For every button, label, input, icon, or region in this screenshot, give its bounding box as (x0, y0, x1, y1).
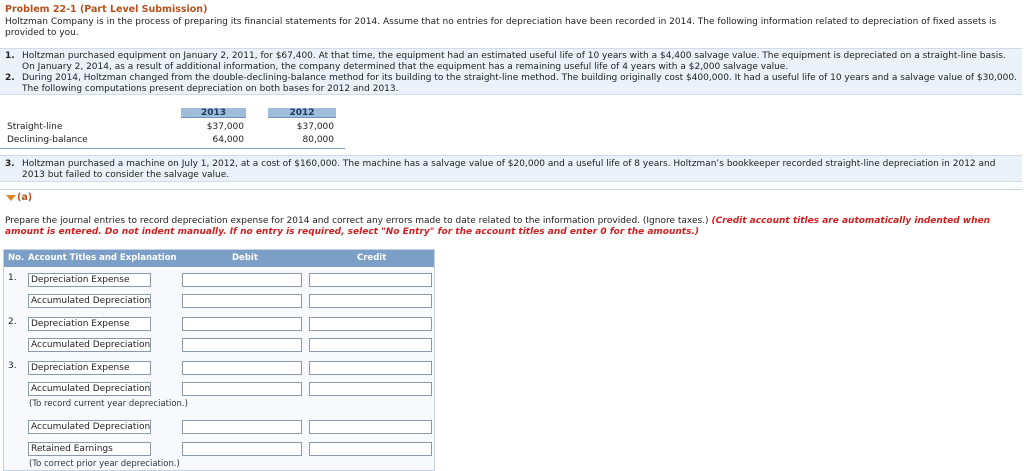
divider (0, 189, 1022, 190)
credit-input[interactable] (309, 382, 432, 396)
problem-title: Problem 22-1 (Part Level Submission) (5, 4, 208, 15)
account-select[interactable]: Retained Earnings (28, 442, 151, 456)
comp-col-2013: 2013 (181, 108, 246, 118)
credit-input[interactable] (309, 442, 432, 456)
item-number: 1. (5, 51, 15, 61)
item-text: During 2014, Holtzman changed from the double-declining-balance method for its building to the straight-line method. The building originally cost $400,000. It had a useful life of 10 years and a salvage value of $30,000. The following computations present depreciation on both bases for 2012 and 2013. (22, 73, 1017, 94)
journal-header (4, 250, 434, 267)
credit-input[interactable] (309, 338, 432, 352)
comp-col-2012: 2012 (268, 108, 336, 118)
account-select[interactable]: Depreciation Expense (28, 273, 151, 287)
instructions-warning: (Credit account titles are automatically indented when amount is entered. Do not indent manually. If no entry is required, select "No Entry" for the account titles and enter 0 for the amounts.) (5, 216, 991, 237)
account-select[interactable]: Depreciation Expense (28, 361, 151, 375)
account-select[interactable]: Accumulated Depreciation (28, 338, 151, 352)
debit-input[interactable] (182, 294, 302, 308)
account-select[interactable]: Accumulated Depreciation (28, 294, 151, 308)
debit-input[interactable] (182, 361, 302, 375)
account-select[interactable]: Accumulated Depreciation (28, 420, 151, 434)
account-select[interactable]: Accumulated Depreciation (28, 382, 151, 396)
credit-input[interactable] (309, 420, 432, 434)
account-select[interactable]: Depreciation Expense (28, 317, 151, 331)
instructions-text: Prepare the journal entries to record depreciation expense for 2014 and correct any errors made to date related to the information provided. (Ignore taxes.) (5, 216, 709, 226)
journal-table (3, 249, 435, 471)
credit-input[interactable] (309, 317, 432, 331)
credit-input[interactable] (309, 361, 432, 375)
col-account: Account Titles and Explanation (28, 253, 177, 263)
part-a-label[interactable]: (a) (17, 192, 33, 203)
item-number: 2. (5, 73, 15, 83)
entry-number: 1. (8, 273, 17, 283)
debit-input[interactable] (182, 317, 302, 331)
comp-cell: 80,000 (302, 135, 334, 145)
entry-explanation: (To correct prior year depreciation.) (29, 459, 180, 469)
debit-input[interactable] (182, 382, 302, 396)
comp-cell: 64,000 (212, 135, 244, 145)
col-no: No. (8, 253, 25, 263)
col-debit: Debit (232, 253, 258, 263)
item-number: 3. (5, 159, 15, 169)
comp-row-label: Declining-balance (7, 135, 88, 145)
divider (0, 148, 345, 149)
debit-input[interactable] (182, 420, 302, 434)
entry-number: 3. (8, 361, 17, 371)
debit-input[interactable] (182, 273, 302, 287)
col-credit: Credit (357, 253, 387, 263)
part-a-instructions (5, 216, 1010, 238)
problem-intro: Holtzman Company is in the process of preparing its financial statements for 2014. Assume that no entries for depreciation have been recorded in 2014. The following information related to depreciation of fixed assets is provided to you. (5, 17, 997, 38)
comp-cell: $37,000 (296, 122, 334, 132)
entry-number: 2. (8, 317, 17, 327)
debit-input[interactable] (182, 338, 302, 352)
item-text: Holtzman purchased equipment on January 2, 2011, for $67,400. At that time, the equipment had an estimated useful life of 10 years with a $4,400 salvage value. The equipment is depreciated on a straight-line basis. On January 2, 2014, as a result of additional information, the company determined that the equipment has a remaining useful life of 4 years with a $2,000 salvage value. (22, 51, 1006, 72)
entry-explanation: (To record current year depreciation.) (29, 399, 188, 409)
collapse-triangle-icon[interactable] (6, 195, 16, 201)
item-text: Holtzman purchased a machine on July 1, 2012, at a cost of $160,000. The machine has a salvage value of $20,000 and a useful life of 8 years. Holtzman’s bookkeeper recorded straight-line depreciation in 2012 and 2013 but failed to consider the salvage value. (22, 159, 996, 180)
credit-input[interactable] (309, 273, 432, 287)
debit-input[interactable] (182, 442, 302, 456)
comp-cell: $37,000 (206, 122, 244, 132)
credit-input[interactable] (309, 294, 432, 308)
comp-row-label: Straight-line (7, 122, 63, 132)
